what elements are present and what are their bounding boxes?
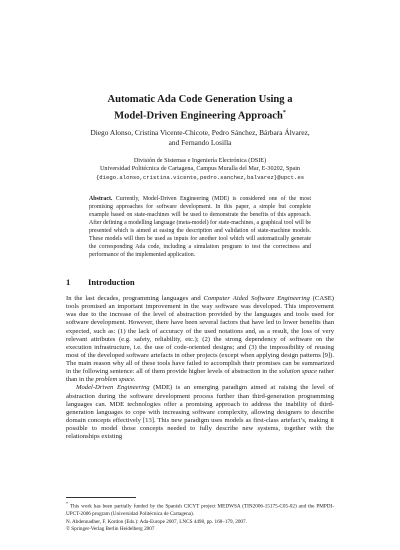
paragraph-1-part-d: . <box>133 376 136 384</box>
affiliation-line-1: División de Sistemas e Ingeniería Electrónica (DSIE) <box>133 157 267 164</box>
paragraph-1-part-a: In the last decades, programming languages and <box>66 295 204 302</box>
paper-title <box>0 93 400 123</box>
affiliation <box>0 157 400 182</box>
paragraph-2 <box>66 384 334 441</box>
abstract-text: Currently, Model-Driven Engineering (MDE) is considered one of the most promising approaches for software development. In this paper, a simple but complete example based on state-machines will be used to demonstrate the benefits of this approach. After defining a modelling language (meta-model) for state-machines, a graphical tool will be presented which is aimed at easing the description and validation of state-machine models. These models will then be used as inputs for another tool which will automatically generate the corresponding Ada code, including a simulation program to test the correctness and performance of the implemented application. <box>89 196 311 258</box>
section-heading <box>66 277 135 288</box>
abstract-label: Abstract. <box>89 196 113 202</box>
affiliation-line-2: Universidad Politécnica de Cartagena, Campus Muralla del Mar, E-30202, Spain <box>99 165 301 173</box>
abstract <box>89 196 311 260</box>
paragraph-1-emphasis: Computer Aided Software Engineering <box>203 295 310 302</box>
section-number: 1 <box>66 277 71 287</box>
section-title: Introduction <box>88 277 135 287</box>
title-line-2-text: Model-Driven Engineering Approach <box>114 110 283 122</box>
paragraph-2-text: (MDE) is an emerging paradigm aimed at raising the level of abstraction during the software development process further than third-generation programming languages can. MDE technologies offer a promising approach to address the inability of third-generation languages to cope with increasing software complexity, allowing designers to describe domain concepts effectively [13]. This new paradigm uses models as first-class artefact’s, making it possible to model those concepts needed to fully describe new systems, together with the relationships existing <box>66 384 334 441</box>
authors-line-1: Diego Alonso, Cristina Vicente-Chicote, Pedro Sánchez, Bárbara Álvarez, <box>90 128 310 137</box>
publication-info <box>66 519 334 533</box>
paragraph-1-part-c: rather than in the <box>66 368 334 384</box>
footnote-mark: * <box>66 501 69 506</box>
paragraph-1 <box>66 295 334 384</box>
author-emails: {diego.alonso,cristina.vicente,pedro.sanchez,balvarez}@upct.es <box>95 173 305 181</box>
paragraph-2-emphasis: Model-Driven Engineering <box>76 384 150 392</box>
title-line-2 <box>0 107 400 123</box>
title-footnote-mark: * <box>282 109 286 116</box>
footnote-text: This work has been partially funded by the Spanish CICYT project MEDWSA (TIN2006-15175-C05-02) and the PMPDI-UPCT-2006 program (Universidad Politécnica de Cartagena). <box>66 503 334 517</box>
paragraph-1-emphasis-2: solution space <box>278 368 317 376</box>
paragraph-1-part-b: (CASE) tools promised an important improvement in the way software was developed. This improvement was due to the increase of the level of abstraction provided by the languages and tools used for software development. However, there have been several factors that have led to lower benefits than expected, such as: (1) the lack of accuracy of the used notations and, as a result, the loss of very relevant attributes (e.g. safety, reliability, etc.); (2) the strong dependency of software on the execution infrastructure, i.e. the use of code-oriented designs; and (3) the impossibility of reusing most of the developed software artefacts in other projects (except when applying design patterns [9]). The main reason why all of these tools have failed to accomplish their promises can be summarized in the following sentence: all of them provide higher levels of abstraction in the <box>66 295 334 376</box>
footnote-divider <box>66 497 136 498</box>
title-line-1: Automatic Ada Code Generation Using a <box>107 94 293 105</box>
author-list <box>0 128 400 148</box>
authors-line-2: and Fernando Losilla <box>168 138 232 148</box>
body-text <box>66 295 334 441</box>
citation-line: N. Abdennadher, F. Kordon (Eds.): Ada-Europe 2007, LNCS 4498, pp. 168–179, 2007. <box>66 519 247 525</box>
paragraph-1-emphasis-3: problem space <box>95 376 134 384</box>
copyright-line: © Springer-Verlag Berlin Heidelberg 2007 <box>66 526 155 532</box>
footnote <box>66 500 334 518</box>
